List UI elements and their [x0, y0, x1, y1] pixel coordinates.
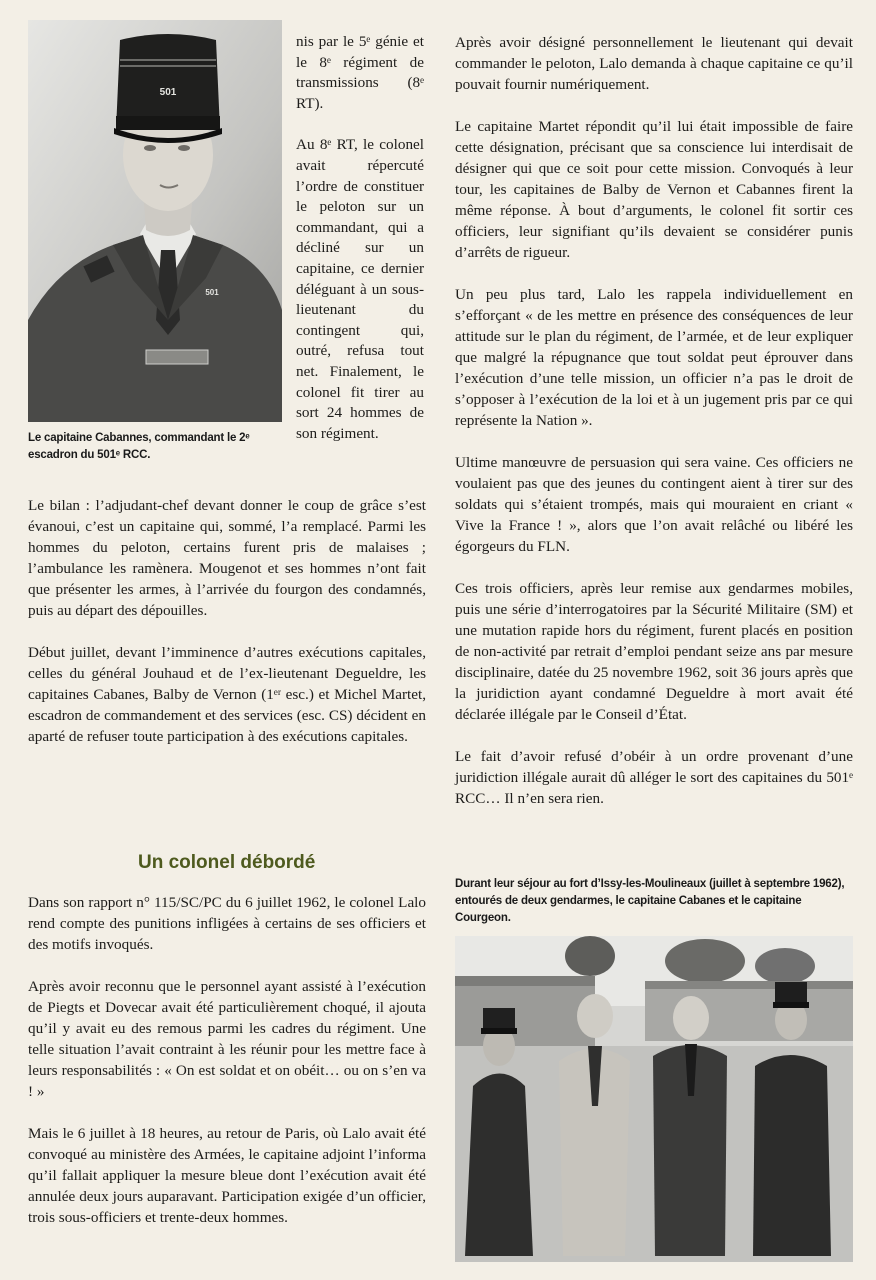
paragraph: Après avoir reconnu que le personnel ayant assisté à l’exécution de Piegts et Dovecar avait été particulièrement choqué, il ajouta qu’il y avait eu des remous parmi les cadres du régiment. Une telle situation l’avait contraint à les réunir pour les mettre face à leurs responsabilités : « On est soldat et on obéit… ou on s’en va ! » [28, 978, 426, 1100]
paragraph: Ultime manœuvre de persuasion qui sera vaine. Ces officiers ne voulaient pas que des jeunes du contingent aient à tirer sur des soldats qui s’étaient trompés, mais qui mouraient en criant « Vive la France ! », alors que l’on avait relâché ou libéré les égorgeurs du FLN. [455, 454, 853, 555]
collar-badge-number: 501 [205, 288, 219, 297]
narrow-column [296, 32, 424, 444]
paragraph: Un peu plus tard, Lalo les rappela individuellement en s’efforçant « de les mettre en présence des conséquences de leur attitude sur le plan du régiment, de l’armée, et de leur expliquer que malgré la répugnance que tout soldat peut éprouver dans l’exécution d’une telle mission, un officier n’a pas le droit de s’opposer à l’exécution de la loi et à un jugement pris par ce qui représente la Nation ». [455, 286, 853, 429]
group-photo-caption: Durant leur séjour au fort d’Issy-les-Moulineaux (juillet à septembre 1962), entourés de deux gendarmes, le capitaine Cabanes et le capitaine Courgeon. [455, 878, 845, 924]
group-photo-illustration [455, 936, 853, 1262]
left-column-continued [28, 892, 426, 1228]
paragraph: Le capitaine Martet répondit qu’il lui était impossible de faire cette désignation, précisant que sa conscience lui interdisait de désigner qui que ce soit pour cette mission. Convoqués à leur tour, les capitaines de Balby de Vernon et Cabannes firent la même réponse. À bout d’arguments, le colonel fit sortir ces officiers, leur signifiant qu’ils devaient se considérer punis d’arrêts de rigueur. [455, 118, 853, 261]
cap-badge-number: 501 [159, 87, 177, 98]
portrait-caption: Le capitaine Cabannes, commandant le 2ᵉ escadron du 501ᵉ RCC. [28, 432, 250, 461]
group-photo [455, 936, 853, 1262]
paragraph: Ces trois officiers, après leur remise aux gendarmes mobiles, puis une série d’interrogatoires par la Sécurité Militaire (SM) et une mutation rapide hors du régiment, furent placés en position de non-activité par retrait d’emploi pendant seize ans par mesure disciplinaire, datée du 25 novembre 1962, soit 36 jours après que la juridiction ayant condamné Degueldre à mort avait été déclarée illégale par le Conseil d’État. [455, 580, 853, 723]
section-heading: Un colonel débordé [138, 852, 316, 873]
narrow-paragraph: Au 8ᵉ RT, le colonel avait répercuté l’ordre de constituer le peloton sur un commandant, qui a décliné sur un capitaine, ce dernier déléguant à un sous-lieutenant du contingent qui, outré, refusa tout net. Finalement, le colonel fit tirer au sort 24 hommes de son régiment. [296, 136, 424, 442]
portrait-photo [28, 20, 282, 422]
narrow-paragraph: nis par le 5ᵉ génie et le 8ᵉ régiment de transmissions (8ᵉ RT). [296, 33, 424, 112]
paragraph: Dans son rapport n° 115/SC/PC du 6 juillet 1962, le colonel Lalo rend compte des punitions infligées à certains de ses officiers et des motifs invoqués. [28, 894, 426, 953]
paragraph: Après avoir désigné personnellement le lieutenant qui devait commander le peloton, Lalo demanda à chaque capitaine ce qu’il pouvait fournir numériquement. [455, 34, 853, 93]
right-column [455, 32, 853, 809]
paragraph: Début juillet, devant l’imminence d’autres exécutions capitales, celles du général Jouhaud et de l’ex-lieutenant Degueldre, les capitaines Cabanes, Balby de Vernon (1ᵉʳ esc.) et Michel Martet, escadron de commandement et des services (esc. CS) décident en aparté de refuser toute participation à des exécutions capitales. [28, 644, 426, 745]
paragraph: Le fait d’avoir refusé d’obéir à un ordre provenant d’une juridiction illégale aurait dû alléger le sort des capitaines du 501ᵉ RCC… Il n’en sera rien. [455, 748, 853, 807]
paragraph: Mais le 6 juillet à 18 heures, au retour de Paris, où Lalo avait été convoqué au ministère des Armées, le capitaine adjoint l’informa qu’il fallait appliquer la mesure bleue dont l’exécution avait été annulée deux jours auparavant. Participation exigée d’un officier, trois sous-officiers et trente-deux hommes. [28, 1125, 426, 1226]
officer-portrait-illustration [28, 20, 282, 422]
left-column [28, 495, 426, 747]
paragraph: Le bilan : l’adjudant-chef devant donner le coup de grâce s’est évanoui, c’est un capitaine qui, sommé, l’a remplacé. Parmi les hommes du peloton, certains furent pris de malaises ; l’ambulance les ramènera. Mougenot et ses hommes n’ont fait que présenter les armes, à l’arrivée du fourgon des condamnés, puis au départ des dépouilles. [28, 497, 426, 619]
